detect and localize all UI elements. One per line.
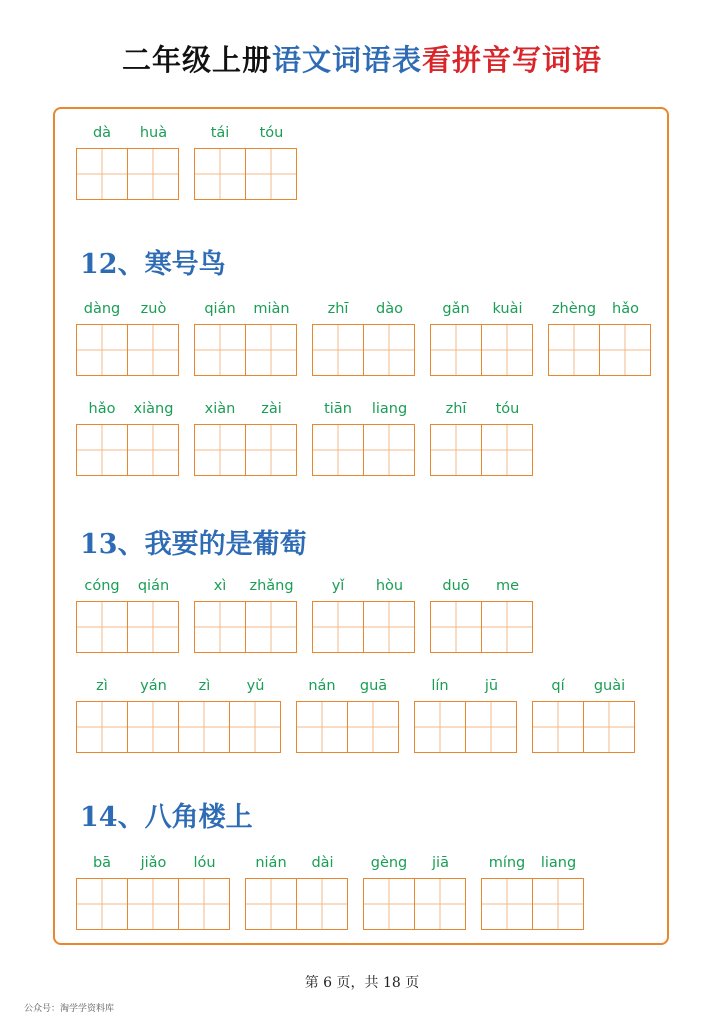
character-cell (246, 122, 297, 200)
character-cell (194, 122, 246, 200)
writing-box[interactable] (532, 701, 584, 753)
word-row (76, 122, 297, 200)
character-cell (364, 398, 415, 476)
writing-box[interactable] (179, 701, 230, 753)
character-cell (76, 298, 128, 376)
character-cell (194, 298, 246, 376)
character-cell (481, 852, 533, 930)
word-group (312, 398, 415, 476)
page-title (0, 38, 724, 79)
pinyin-label: tiān (324, 401, 352, 417)
section-heading: 14、八角楼上 (80, 802, 253, 833)
character-cell (600, 298, 651, 376)
writing-box[interactable] (482, 601, 533, 653)
pinyin-label: me (495, 578, 520, 594)
pinyin-label: zhī (445, 401, 467, 417)
pinyin-label: zì (198, 678, 211, 694)
pinyin-label: yán (140, 678, 167, 694)
word-group (312, 298, 415, 376)
writing-box[interactable] (364, 324, 415, 376)
character-cell (230, 675, 281, 753)
word-group (532, 675, 635, 753)
word-group (194, 575, 297, 653)
pinyin-label: dào (376, 301, 403, 317)
writing-box[interactable] (482, 424, 533, 476)
word-group (296, 675, 399, 753)
pinyin-label: nán (308, 678, 336, 694)
writing-box[interactable] (364, 424, 415, 476)
character-cell (128, 398, 179, 476)
character-cell (430, 398, 482, 476)
word-row (76, 675, 635, 753)
pinyin-label: tái (210, 125, 230, 141)
writing-box[interactable] (194, 424, 246, 476)
writing-box[interactable] (415, 878, 466, 930)
writing-box[interactable] (430, 601, 482, 653)
character-cell (548, 298, 600, 376)
pinyin-label: nián (255, 855, 287, 871)
writing-box[interactable] (364, 601, 415, 653)
pinyin-label: liang (371, 401, 408, 417)
section-heading: 12、寒号鸟 (80, 249, 226, 280)
writing-box[interactable] (363, 878, 415, 930)
word-group (430, 398, 533, 476)
writing-box[interactable] (194, 324, 246, 376)
writing-box[interactable] (76, 148, 128, 200)
pinyin-label: miàn (253, 301, 290, 317)
writing-box[interactable] (533, 878, 584, 930)
title-task: 看拼音写词语 (422, 43, 603, 77)
pinyin-label: xì (213, 578, 227, 594)
character-cell (532, 675, 584, 753)
pinyin-label: kuài (492, 301, 523, 317)
writing-box[interactable] (297, 878, 348, 930)
pinyin-label: xiàn (204, 401, 236, 417)
character-cell (348, 675, 399, 753)
character-cell (194, 575, 246, 653)
word-group (76, 122, 179, 200)
writing-box[interactable] (128, 701, 179, 753)
writing-box[interactable] (312, 324, 364, 376)
writing-box[interactable] (246, 424, 297, 476)
section-heading: 13、我要的是葡萄 (80, 529, 307, 560)
writing-box[interactable] (128, 601, 179, 653)
title-wordlist: 语文词语表 (271, 43, 422, 77)
writing-box[interactable] (481, 878, 533, 930)
writing-box[interactable] (348, 701, 399, 753)
character-cell (76, 398, 128, 476)
pinyin-label: guài (593, 678, 626, 694)
writing-box[interactable] (430, 424, 482, 476)
pinyin-label: zhèng (551, 301, 597, 317)
pinyin-label: cóng (84, 578, 120, 594)
character-cell (312, 575, 364, 653)
character-cell (128, 575, 179, 653)
pinyin-label: qián (137, 578, 170, 594)
pinyin-label: jiā (432, 855, 449, 871)
writing-box[interactable] (76, 424, 128, 476)
word-group (194, 122, 297, 200)
word-group (76, 675, 281, 753)
character-cell (312, 298, 364, 376)
writing-box[interactable] (430, 324, 482, 376)
pinyin-label: dà (92, 125, 112, 141)
writing-box[interactable] (194, 601, 246, 653)
pinyin-label: xiàng (133, 401, 174, 417)
writing-box[interactable] (584, 701, 635, 753)
writing-box[interactable] (128, 324, 179, 376)
character-cell (128, 852, 179, 930)
character-cell (482, 298, 533, 376)
character-cell (297, 852, 348, 930)
pinyin-label: qián (204, 301, 236, 317)
character-cell (364, 298, 415, 376)
character-cell (482, 575, 533, 653)
pinyin-label: lín (431, 678, 449, 694)
credit-text: 公众号：淘学学资料库 (24, 1004, 115, 1014)
writing-box[interactable] (245, 878, 297, 930)
writing-box[interactable] (128, 878, 179, 930)
character-cell (415, 852, 466, 930)
character-cell (76, 122, 128, 200)
pinyin-label: dàng (83, 301, 121, 317)
pinyin-label: zhī (327, 301, 349, 317)
character-cell (194, 398, 246, 476)
pinyin-label: hòu (375, 578, 404, 594)
character-cell (584, 675, 635, 753)
pinyin-label: gǎn (442, 301, 470, 317)
character-cell (312, 398, 364, 476)
writing-box[interactable] (76, 324, 128, 376)
word-row (76, 852, 584, 930)
writing-box[interactable] (179, 878, 230, 930)
character-cell (430, 575, 482, 653)
pinyin-label: liang (540, 855, 577, 871)
pinyin-label: hǎo (612, 301, 639, 317)
pinyin-label: yǔ (246, 678, 265, 694)
pinyin-label: zài (261, 401, 282, 417)
writing-box[interactable] (312, 424, 364, 476)
writing-box[interactable] (194, 148, 246, 200)
writing-box[interactable] (128, 424, 179, 476)
word-row (76, 575, 533, 653)
word-group (194, 298, 297, 376)
page-number: 第 6 页，共 18 页 (304, 975, 420, 991)
word-group (430, 298, 533, 376)
word-group (194, 398, 297, 476)
pinyin-label: lóu (193, 855, 216, 871)
character-cell (430, 298, 482, 376)
writing-box[interactable] (296, 701, 348, 753)
pinyin-label: bā (92, 855, 112, 871)
word-group (76, 575, 179, 653)
writing-box[interactable] (466, 701, 517, 753)
word-group (245, 852, 348, 930)
pinyin-label: duō (442, 578, 470, 594)
word-group (414, 675, 517, 753)
writing-box[interactable] (76, 701, 128, 753)
pinyin-label: zhǎng (249, 578, 294, 594)
character-cell (179, 852, 230, 930)
writing-box[interactable] (246, 324, 297, 376)
character-cell (76, 675, 128, 753)
character-cell (466, 675, 517, 753)
pinyin-label: tóu (495, 401, 520, 417)
pinyin-label: gèng (370, 855, 408, 871)
writing-box[interactable] (246, 148, 297, 200)
character-cell (364, 575, 415, 653)
pinyin-label: guā (359, 678, 388, 694)
character-cell (128, 675, 179, 753)
writing-box[interactable] (76, 601, 128, 653)
word-group (76, 398, 179, 476)
character-cell (296, 675, 348, 753)
character-cell (179, 675, 230, 753)
writing-box[interactable] (312, 601, 364, 653)
word-group (363, 852, 466, 930)
word-group (430, 575, 533, 653)
writing-box[interactable] (482, 324, 533, 376)
character-cell (128, 298, 179, 376)
pinyin-label: yǐ (331, 578, 345, 594)
character-cell (128, 122, 179, 200)
pinyin-label: dài (311, 855, 334, 871)
writing-box[interactable] (548, 324, 600, 376)
writing-box[interactable] (414, 701, 466, 753)
pinyin-label: tóu (259, 125, 284, 141)
character-cell (76, 575, 128, 653)
writing-box[interactable] (600, 324, 651, 376)
pinyin-label: zì (96, 678, 108, 694)
word-group (76, 298, 179, 376)
word-group (312, 575, 415, 653)
word-group (76, 852, 230, 930)
pinyin-label: hǎo (88, 401, 116, 417)
character-cell (482, 398, 533, 476)
character-cell (246, 575, 297, 653)
writing-box[interactable] (246, 601, 297, 653)
pinyin-label: míng (488, 855, 526, 871)
character-cell (246, 298, 297, 376)
word-group (481, 852, 584, 930)
character-cell (363, 852, 415, 930)
pinyin-label: zuò (140, 301, 167, 317)
pinyin-label: jiǎo (140, 855, 167, 871)
writing-box[interactable] (128, 148, 179, 200)
title-grade: 二年级上册 (121, 43, 272, 77)
writing-box[interactable] (230, 701, 281, 753)
pinyin-label: jū (484, 678, 499, 694)
word-row (76, 298, 651, 376)
word-row (76, 398, 533, 476)
character-cell (414, 675, 466, 753)
pinyin-label: huà (139, 125, 168, 141)
character-cell (246, 398, 297, 476)
character-cell (76, 852, 128, 930)
character-cell (533, 852, 584, 930)
writing-box[interactable] (76, 878, 128, 930)
character-cell (245, 852, 297, 930)
pinyin-label: qí (551, 678, 565, 694)
word-group (548, 298, 651, 376)
